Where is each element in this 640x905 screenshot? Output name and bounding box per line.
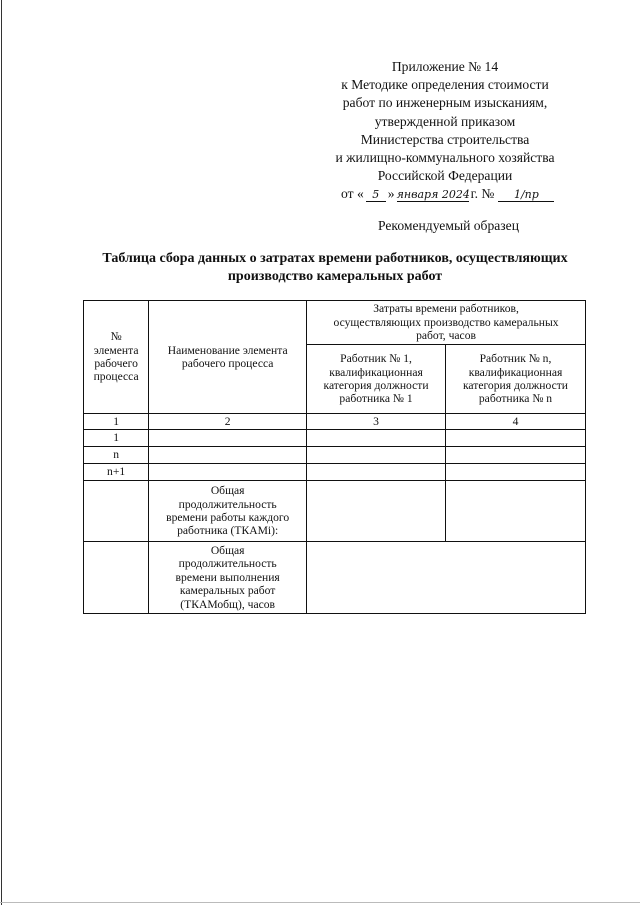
table-row bbox=[84, 447, 586, 464]
order-date-handwritten: января 2024 bbox=[396, 188, 470, 202]
column-numbers-row bbox=[84, 414, 586, 430]
appendix-line: Приложение № 14 bbox=[391, 59, 499, 74]
data-collection-table bbox=[83, 300, 586, 614]
table-cell bbox=[149, 447, 307, 464]
header-worker-n: Работник № n, квалификационная категория должности работника № n bbox=[445, 345, 585, 414]
summary-label-worker-time: Общая продолжительность времени работы каждого работника (TКАМi): bbox=[149, 481, 307, 542]
column-number: 4 bbox=[445, 414, 585, 430]
recommended-sample-label: Рекомендуемый образец bbox=[378, 218, 519, 233]
header-worker-1: Работник № 1, квалификационная категория должности работника № 1 bbox=[307, 345, 446, 414]
title-line: Таблица сбора данных о затратах времени работников, осуществляющих bbox=[102, 251, 568, 266]
table-cell bbox=[307, 481, 446, 542]
order-day-handwritten: 5 bbox=[366, 188, 386, 202]
appendix-line: к Методике определения стоимости bbox=[341, 77, 549, 93]
appendix-line: работ по инженерным изысканиям, bbox=[342, 95, 548, 111]
table-cell bbox=[84, 481, 149, 542]
summary-label-total-time: Общая продолжительность времени выполнения камеральных работ (TКАМобщ), часов bbox=[149, 542, 307, 614]
table-cell bbox=[307, 430, 446, 447]
table-cell bbox=[149, 464, 307, 481]
table-cell bbox=[84, 542, 149, 614]
page-edge-left bbox=[1, 0, 2, 905]
column-number: 1 bbox=[84, 414, 149, 430]
table-cell bbox=[445, 447, 585, 464]
table-title bbox=[60, 250, 610, 286]
table-row bbox=[84, 464, 586, 481]
table-cell bbox=[445, 430, 585, 447]
header-element-no: № элемента рабочего процесса bbox=[84, 301, 149, 414]
column-number: 2 bbox=[149, 414, 307, 430]
row-label: n bbox=[84, 447, 149, 464]
order-mid: » bbox=[387, 186, 395, 202]
column-number: 3 bbox=[307, 414, 446, 430]
order-date-line bbox=[300, 185, 590, 203]
summary-row-total-time bbox=[84, 542, 586, 614]
row-label: n+1 bbox=[84, 464, 149, 481]
table-cell-merged bbox=[307, 542, 586, 614]
appendix-line: Министерства строительства bbox=[360, 131, 530, 147]
appendix-line: утвержденной приказом bbox=[374, 113, 516, 129]
appendix-line: и жилищно-коммунального хозяйства bbox=[335, 150, 555, 166]
table-cell bbox=[307, 447, 446, 464]
appendix-header bbox=[300, 58, 590, 204]
title-line: производство камеральных работ bbox=[227, 269, 443, 284]
summary-row-worker-time bbox=[84, 481, 586, 542]
appendix-line: Российской Федерации bbox=[377, 168, 513, 184]
table-cell bbox=[149, 430, 307, 447]
order-year-suffix: г. № bbox=[470, 186, 495, 202]
header-element-name: Наименование элемента рабочего процесса bbox=[149, 301, 307, 414]
order-prefix: от « bbox=[341, 186, 364, 202]
row-label: 1 bbox=[84, 430, 149, 447]
table-row bbox=[84, 430, 586, 447]
header-time-costs: Затраты времени работников, осуществляющих производство камеральных работ, часов bbox=[307, 301, 586, 345]
table-cell bbox=[307, 464, 446, 481]
order-number-handwritten: 1/пр bbox=[498, 188, 554, 202]
page-edge-bottom bbox=[0, 902, 640, 903]
table-cell bbox=[445, 481, 585, 542]
table-cell bbox=[445, 464, 585, 481]
